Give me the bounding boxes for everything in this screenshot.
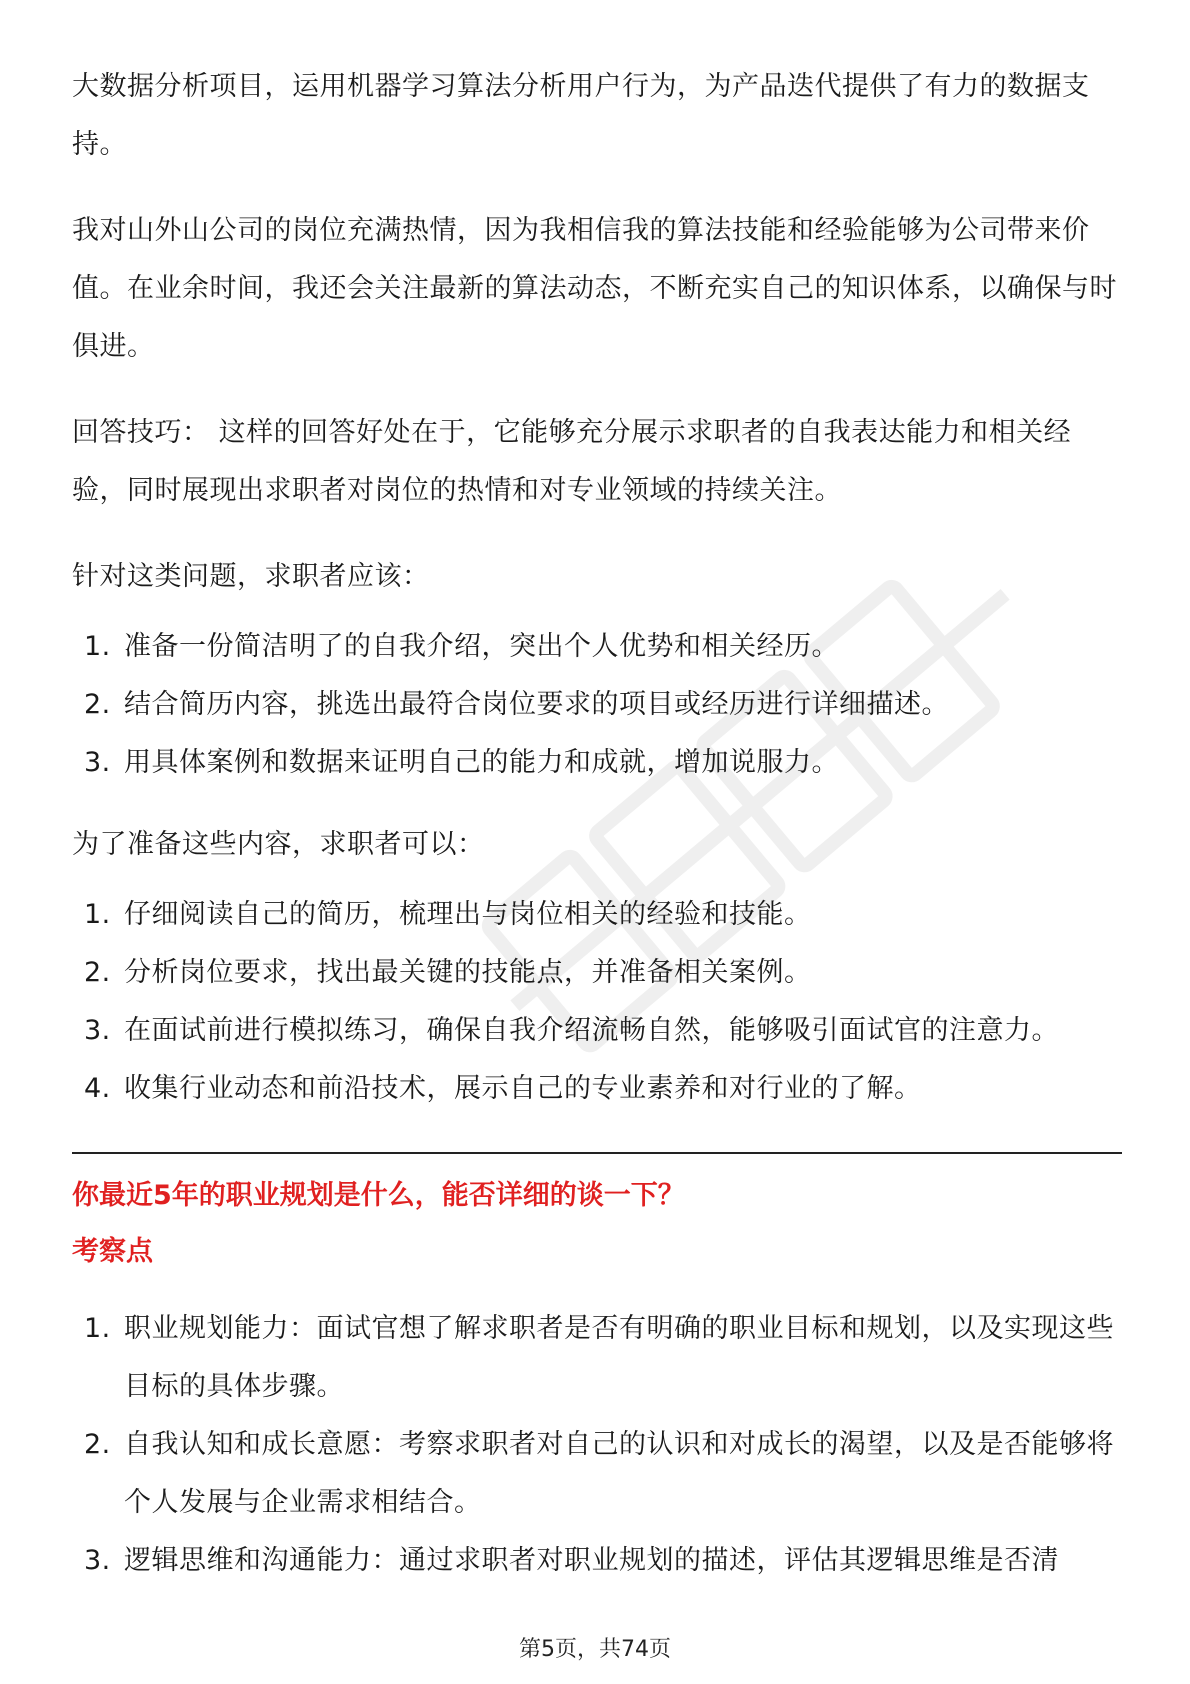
- list-points: [72, 1300, 1122, 1590]
- paragraph-answer-tip: 回答技巧： 这样的回答好处在于，它能够充分展示求职者的自我表达能力和相关经验，同时展现出求职者对岗位的热情和对专业领域的持续关注。: [72, 417, 1072, 506]
- list-item: 1. 准备一份简洁明了的自我介绍，突出个人优势和相关经历。: [84, 631, 839, 662]
- section-divider: [72, 1152, 1122, 1154]
- list-item: 1. 仔细阅读自己的简历，梳理出与岗位相关的经验和技能。: [84, 899, 812, 930]
- list-item: 3. 用具体案例和数据来证明自己的能力和成就，增加说服力。: [84, 747, 839, 778]
- list-item: 4. 收集行业动态和前沿技术，展示自己的专业素养和对行业的了解。: [84, 1073, 922, 1104]
- list-prepare: [72, 886, 1122, 1118]
- paragraph-passion: 我对山外山公司的岗位充满热情，因为我相信我的算法技能和经验能够为公司带来价值。在业余时间，我还会关注最新的算法动态，不断充实自己的知识体系，以确保与时俱进。: [72, 215, 1117, 362]
- section-subtitle: 考察点: [72, 1236, 153, 1267]
- paragraph-should-intro: 针对这类问题，求职者应该：: [72, 561, 430, 592]
- list-item: 3. 在面试前进行模拟练习，确保自我介绍流畅自然，能够吸引面试官的注意力。: [84, 1015, 1059, 1046]
- list-should: [72, 618, 1122, 792]
- list-item: 2. 自我认知和成长意愿：考察求职者对自己的认识和对成长的渴望，以及是否能够将个人发展与企业需求相结合。: [84, 1429, 1114, 1518]
- list-item: 1. 职业规划能力：面试官想了解求职者是否有明确的职业目标和规划，以及实现这些目标的具体步骤。: [84, 1313, 1114, 1402]
- list-item: 3. 逻辑思维和沟通能力：通过求职者对职业规划的描述，评估其逻辑思维是否清: [84, 1545, 1059, 1576]
- paragraph-project: 大数据分析项目，运用机器学习算法分析用户行为，为产品迭代提供了有力的数据支持。: [72, 71, 1090, 160]
- page-footer: 第5页，共74页: [519, 1637, 671, 1662]
- list-item: 2. 结合简历内容，挑选出最符合岗位要求的项目或经历进行详细描述。: [84, 689, 949, 720]
- main-content: [72, 58, 1122, 1614]
- question-title: 你最近5年的职业规划是什么，能否详细的谈一下？: [72, 1180, 685, 1211]
- list-item: 2. 分析岗位要求，找出最关键的技能点，并准备相关案例。: [84, 957, 812, 988]
- paragraph-prepare-intro: 为了准备这些内容，求职者可以：: [72, 829, 485, 860]
